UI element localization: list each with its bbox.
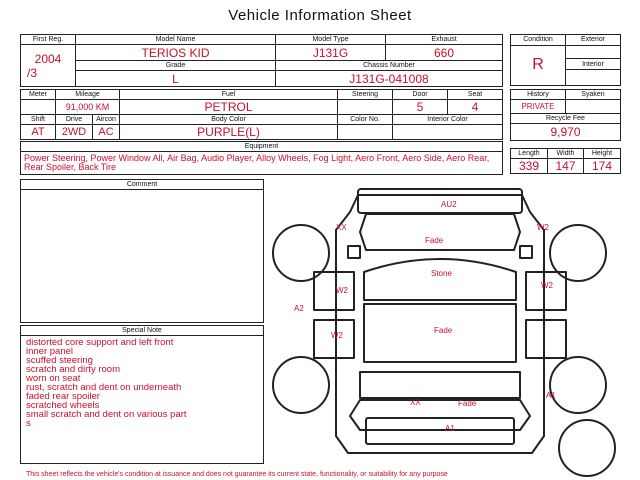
seat-value: 4 — [448, 100, 503, 115]
right-mirror — [520, 246, 532, 258]
left-front-door — [314, 272, 354, 310]
height-label: Height — [584, 149, 621, 159]
interior-label: Interior — [566, 59, 621, 70]
damage-label-w2-right: W2 — [541, 281, 553, 290]
model-name-label: Model Name — [76, 35, 276, 45]
grade-label: Grade — [76, 61, 276, 71]
special-note-line: rust, scratch and dent on underneath — [26, 382, 182, 393]
width-label: Width — [548, 149, 584, 159]
exhaust-label: Exhaust — [386, 35, 503, 45]
body-outline — [336, 195, 544, 453]
fuel-value: PETROL — [120, 100, 338, 115]
special-note-line: scratched wheels — [26, 400, 100, 411]
exterior-label: Exterior — [566, 35, 621, 46]
damage-label-a1-right: A1 — [546, 391, 556, 400]
rear-hatch — [360, 372, 520, 398]
damage-label-a1-bottom: A1 — [445, 424, 455, 433]
body-color-label: Body Color — [120, 115, 338, 125]
aircon-label: Aircon — [93, 115, 120, 125]
equipment-text: Power Steering, Power Window All, Air Bag, Audio Player, Alloy Wheels, Fog Light, Aero Front, Aero Side, Aero Rear, Rear Spoiler, Back Tire — [24, 153, 490, 172]
special-note-line: s — [26, 418, 31, 429]
model-type-value: J131G — [276, 45, 386, 61]
door-label: Door — [393, 90, 448, 100]
damage-label-a2-left: A2 — [294, 304, 304, 313]
seat-label: Seat — [448, 90, 503, 100]
right-rear-door — [526, 320, 566, 358]
comment-label: Comment — [21, 180, 263, 190]
damage-label-fade-center: Fade — [434, 326, 453, 335]
first-reg-label: First Reg. — [21, 35, 76, 45]
disclaimer-footer: This sheet reflects the vehicle's condition at issuance and does not guarantee its current state, functionality, or suitability for any purpose — [26, 471, 448, 478]
shift-label: Shift — [21, 115, 56, 125]
special-note-line: faded rear spoiler — [26, 391, 100, 402]
drive-value: 2WD — [56, 125, 93, 140]
rear-right-wheel — [550, 357, 606, 413]
exhaust-value: 660 — [386, 45, 503, 61]
equipment-label: Equipment — [21, 142, 502, 152]
special-note-line: small scratch and dent on various part — [26, 409, 187, 420]
first-reg-month: /3 — [27, 65, 38, 80]
length-label: Length — [511, 149, 548, 159]
mileage-label: Mileage — [56, 90, 120, 100]
special-note-line: distorted core support and left front — [26, 337, 174, 348]
special-note-line: scuffed steering — [26, 355, 93, 366]
first-reg-year: 2004 — [34, 51, 62, 66]
chassis-label: Chassis Number — [276, 61, 503, 71]
condition-label: Condition — [511, 35, 566, 46]
height-value: 174 — [584, 159, 621, 174]
color-no-label: Color No. — [338, 115, 393, 125]
right-front-door — [526, 272, 566, 310]
damage-label-w2-front-right: W2 — [537, 223, 549, 232]
special-note-label: Special Note — [21, 326, 263, 336]
interior-color-label: Interior Color — [393, 115, 503, 125]
width-value: 147 — [548, 159, 584, 174]
syaken-label: Syaken — [566, 90, 621, 100]
damage-label-stone-roof: Stone — [431, 269, 452, 278]
mileage-value: 91,000 KM — [56, 100, 120, 115]
steering-label: Steering — [338, 90, 393, 100]
damage-label-xx-front: XX — [336, 223, 347, 232]
damage-label-w2-left-rear: W2 — [331, 331, 343, 340]
history-label: History — [511, 90, 566, 100]
drive-label: Drive — [56, 115, 93, 125]
fuel-label: Fuel — [120, 90, 338, 100]
rear-bumper — [350, 400, 530, 430]
aircon-value: AC — [93, 125, 120, 140]
door-value: 5 — [393, 100, 448, 115]
chassis-value: J131G-041008 — [276, 71, 503, 87]
grade-value: L — [76, 71, 276, 87]
special-note-line: inner panel — [26, 346, 74, 357]
condition-value: R — [511, 45, 566, 85]
damage-label-au2: AU2 — [441, 200, 457, 209]
meter-label: Meter — [21, 90, 56, 100]
recycle-value: 9,970 — [511, 124, 621, 141]
special-note-line: scratch and dirty room — [26, 364, 120, 375]
sheet-title: Vehicle Information Sheet — [228, 7, 412, 24]
damage-label-fade-hood: Fade — [425, 236, 444, 245]
shift-value: AT — [21, 125, 56, 140]
rear-left-wheel — [273, 357, 329, 413]
damage-label-fade-rear: Fade — [458, 399, 477, 408]
special-note-line: worn on seat — [26, 373, 81, 384]
history-value: PRIVATE — [511, 100, 566, 114]
damage-label-w2-left-front: W2 — [336, 286, 348, 295]
model-name-value: TERIOS KID — [76, 45, 276, 61]
body-color-value: PURPLE(L) — [120, 125, 338, 140]
model-type-label: Model Type — [276, 35, 386, 45]
front-bumper — [358, 189, 522, 213]
damage-label-xx-rear: XX — [410, 398, 421, 407]
left-mirror — [348, 246, 360, 258]
roof — [364, 259, 516, 300]
spare-tire — [559, 420, 615, 476]
recycle-label: Recycle Fee — [511, 114, 621, 124]
length-value: 339 — [511, 159, 548, 174]
